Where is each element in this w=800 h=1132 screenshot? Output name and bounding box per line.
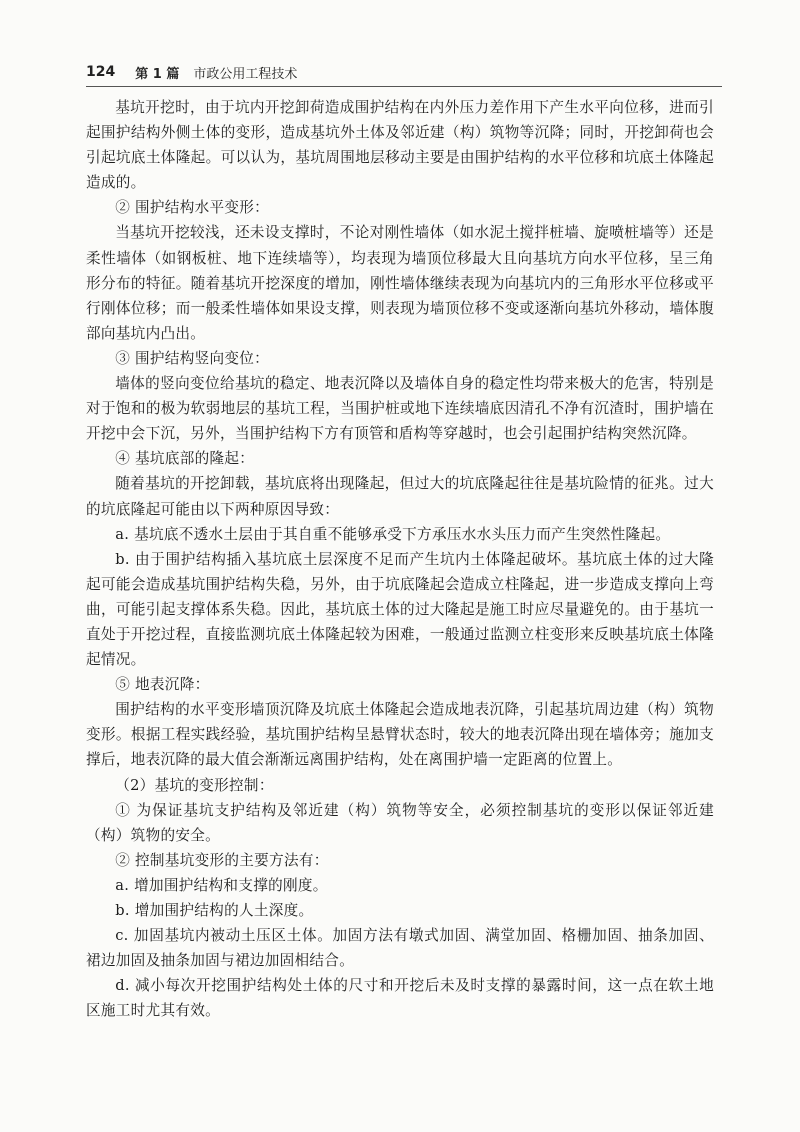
paragraph: 围护结构的水平变形墙顶沉降及坑底土体隆起会造成地表沉降，引起基坑周边建（构）筑物变形。根据工程实践经验，基坑围护结构呈悬臂状态时，较大的地表沉降出现在墙体旁；施加支撑后，地表沉降的最大值会渐渐远离围护结构，处在离围护墙一定距离的位置上。 <box>86 701 714 769</box>
list-item: c. 加固基坑内被动土压区土体。加固方法有墩式加固、满堂加固、格栅加固、抽条加固、裙边加固及抽条加固与裙边加固相结合。 <box>86 927 714 970</box>
running-header <box>86 60 726 84</box>
page-number: 124 <box>86 64 116 80</box>
subheading: ② 控制基坑变形的主要方法有： <box>115 851 329 869</box>
section-title: 市政公用工程技术 <box>193 66 298 82</box>
paragraph: 墙体的竖向变位给基坑的稳定、地表沉降以及墙体自身的稳定性均带来极大的危害，特别是对于饱和的极为软弱地层的基坑工程，当围护桩或地下连续墙底因清孔不净有沉渣时，围护墙在开挖中会下沉，另外，当围护结构下方有顶管和盾构等穿越时，也会引起围护结构突然沉降。 <box>86 375 714 443</box>
part-label: 第 1 篇 <box>135 66 180 82</box>
page-body <box>86 95 714 1023</box>
header-rule <box>86 86 722 87</box>
list-item: b. 增加围护结构的人土深度。 <box>115 902 314 919</box>
subheading: ④ 基坑底部的隆起： <box>115 450 255 468</box>
subheading: ② 围护结构水平变形： <box>115 199 270 217</box>
list-item: a. 增加围护结构和支撑的刚度。 <box>115 876 328 894</box>
list-item: a. 基坑底不透水土层由于其自重不能够承受下方承压水水头压力而产生突然性隆起。 <box>115 525 671 543</box>
list-item: d. 减小每次开挖围护结构处土体的尺寸和开挖后未及时支撑的暴露时间，这一点在软土地区施工时尤其有效。 <box>86 977 714 1020</box>
paragraph: 随着基坑的开挖卸载，基坑底将出现隆起，但过大的坑底隆起往往是基坑险情的征兆。过大的坑底隆起可能由以下两种原因导致： <box>86 475 714 518</box>
subheading: ⑤ 地表沉降： <box>115 676 210 694</box>
paragraph: 当基坑开挖较浅，还未设支撑时，不论对刚性墙体（如水泥土搅拌桩墙、旋喷桩墙等）还是柔性墙体（如钢板桩、地下连续墙等），均表现为墙顶位移最大且向基坑方向水平位移，呈三角形分布的特征。随着基坑开挖深度的增加，刚性墙体继续表现为向基坑内的三角形水平位移或平行刚体位移；而一般柔性墙体如果设支撑，则表现为墙顶位移不变或逐渐向基坑外移动，墙体腹部向基坑内凸出。 <box>86 224 714 342</box>
subheading: （2）基坑的变形控制： <box>115 776 274 794</box>
list-item: b. 由于围护结构插入基坑底土层深度不足而产生坑内土体隆起破坏。基坑底土体的过大隆起可能会造成基坑围护结构失稳，另外，由于坑底隆起会造成立柱隆起，进一步造成支撑向上弯曲，可能引起支撑体系失稳。因此，基坑底土体的过大隆起是施工时应尽量避免的。由于基坑一直处于开挖过程，直接监测坑底土体隆起较为困难，一般通过监测立柱变形来反映基坑底土体隆起情况。 <box>86 550 714 669</box>
paragraph: 基坑开挖时，由于坑内开挖卸荷造成围护结构在内外压力差作用下产生水平向位移，进而引起围护结构外侧土体的变形，造成基坑外土体及邻近建（构）筑物等沉降；同时，开挖卸荷也会引起坑底土体隆起。可以认为，基坑周围地层移动主要是由围护结构的水平位移和坑底土体隆起造成的。 <box>86 99 714 192</box>
subheading: ③ 围护结构竖向变位： <box>115 349 270 367</box>
paragraph: ① 为保证基坑支护结构及邻近建（构）筑物等安全，必须控制基坑的变形以保证邻近建（构）筑物的安全。 <box>86 801 714 844</box>
